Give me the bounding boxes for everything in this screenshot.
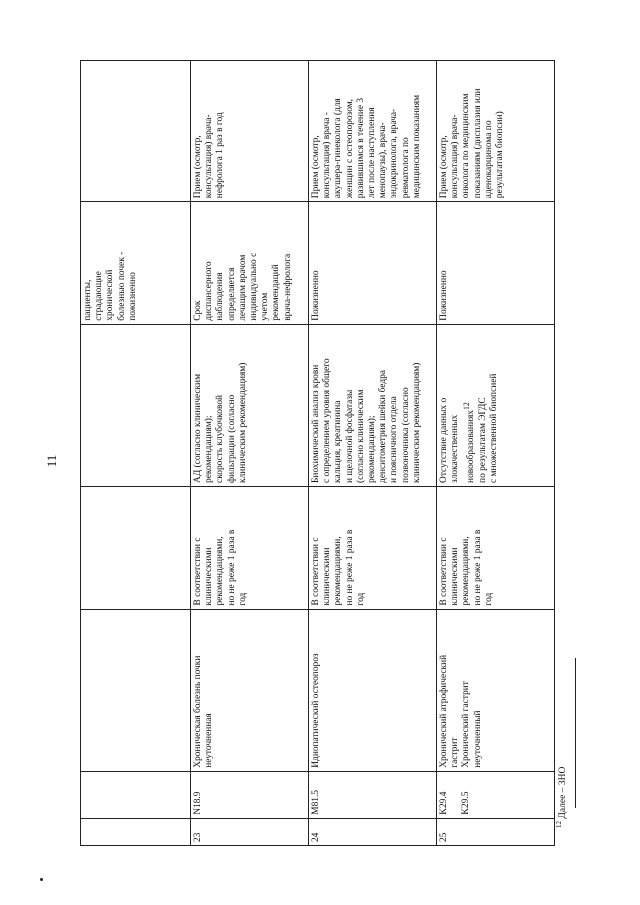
text-line: ревматолога по — [400, 137, 411, 199]
text-line: болезнью почек - — [116, 251, 127, 321]
text-line: Идиопатический остеопороз — [311, 653, 321, 768]
cell-frequency — [81, 486, 191, 609]
text-line: развившимся в течение 3 — [355, 97, 366, 199]
text-line: неуточненный — [472, 710, 483, 768]
text-line: Хронический атрофический — [439, 654, 449, 768]
cell-code — [191, 771, 309, 818]
text-line: Прием (осмотр, — [193, 135, 203, 199]
text-line: В соответствии с — [193, 537, 203, 606]
text-line: и щелочной фосфатазы — [344, 389, 355, 483]
text-line: год — [237, 592, 248, 606]
text-line: показаниям (дисплазия или — [472, 88, 483, 199]
icd-code: N18.9 — [193, 791, 203, 815]
footnote-text: Далее – ЗНО — [558, 766, 569, 821]
text-line: хронической — [105, 269, 116, 321]
text-line: В соответствии с — [439, 537, 449, 606]
text-line: диспансерного — [204, 261, 215, 321]
text-line: учетом — [260, 292, 271, 321]
text-line: определяется — [226, 267, 237, 321]
icd-code: K29.5 — [461, 791, 472, 815]
text-line: кальция, креатинина — [333, 400, 344, 483]
text-line: индивидуально с — [249, 252, 260, 321]
text-line: с множественной биопсией — [488, 373, 499, 483]
text-line: Прием (осмотр, — [311, 135, 321, 199]
cell-diagnosis — [191, 609, 309, 771]
table-row-continued — [81, 61, 191, 846]
row-number: 25 — [439, 832, 449, 842]
text-line: год — [355, 592, 366, 606]
scan-dot — [40, 878, 43, 881]
text-line: наблюдения — [215, 272, 226, 321]
spacer — [450, 775, 461, 815]
text-line: Прием (осмотр, — [439, 135, 449, 199]
text-line: по результатам ЭГДС — [477, 397, 488, 483]
cell-notes — [437, 61, 555, 202]
table-row — [191, 61, 309, 846]
cell-indicators — [81, 324, 191, 486]
text-line: рекомендациями, — [333, 536, 344, 606]
text-line: Пожизненно — [439, 270, 449, 321]
table-row — [309, 61, 437, 846]
cell-num — [437, 818, 555, 845]
text-line: (согласно клиническим — [355, 389, 366, 483]
text-line: и поясничного отдела — [389, 396, 400, 483]
footnote-mark: 12 — [462, 402, 472, 411]
text-line: но не реже 1 раза в — [472, 529, 483, 606]
text-line: Отсутствие данных о — [439, 397, 449, 483]
cell-notes — [81, 61, 191, 202]
cell-period — [81, 202, 191, 325]
text-line: лет после наступления — [367, 107, 378, 199]
cell-num — [309, 818, 437, 845]
text-line: фильтрации (согласно — [226, 394, 237, 483]
text-fragment: новообразованиях — [466, 410, 477, 483]
text-line: денситометрия шейки бедра — [378, 370, 389, 483]
page-number: 11 — [44, 454, 59, 468]
text-line: клиническими — [322, 547, 333, 606]
text-line: аденокарцинома по — [483, 120, 494, 199]
text-line: пациенты, — [83, 279, 93, 321]
cell-diagnosis — [309, 609, 437, 771]
text-line: результатам биопсии) — [495, 111, 506, 199]
cell-code — [81, 771, 191, 818]
text-line: клиническими — [204, 547, 215, 606]
text-line: Хроническая болезнь почки — [193, 655, 203, 768]
text-line: пожизненно — [127, 272, 138, 321]
text-line: рекомендациями, — [215, 536, 226, 606]
cell-frequency — [437, 486, 555, 609]
cell-indicators — [191, 324, 309, 486]
text-line: эндокринолога, врача- — [389, 108, 400, 199]
dispensary-table — [80, 60, 555, 846]
row-number: 23 — [193, 832, 203, 842]
text-line: клиническими — [450, 547, 461, 606]
text-line: консультация) врача- — [204, 114, 215, 199]
text-line: АД (согласно клиническим — [193, 373, 203, 483]
text-line: Срок — [193, 300, 203, 321]
text-line: неуточненная — [204, 713, 215, 768]
text-line: консультация) врача - — [322, 112, 333, 199]
text-line: нефролога 1 раз в год — [215, 112, 226, 199]
text-line: рекомендациями, — [461, 536, 472, 606]
cell-frequency — [191, 486, 309, 609]
text-line — [461, 328, 477, 483]
text-line: клиническим рекомендациям) — [411, 362, 422, 483]
cell-num — [81, 818, 191, 845]
text-line: но не реже 1 раза в — [344, 529, 355, 606]
cell-notes — [309, 61, 437, 202]
text-line: Хронический гастрит — [461, 681, 472, 768]
footnote — [553, 742, 569, 828]
text-line: клиническим рекомендациям) — [237, 362, 248, 483]
text-line: скорость клубочковой — [215, 394, 226, 483]
cell-indicators — [309, 324, 437, 486]
footnote-mark: 12 — [555, 821, 563, 828]
text-line: год — [483, 592, 494, 606]
cell-code — [309, 771, 437, 818]
cell-code — [437, 771, 555, 818]
text-line: Пожизненно — [311, 270, 321, 321]
cell-period — [191, 202, 309, 325]
cell-diagnosis — [81, 609, 191, 771]
icd-code: K29.4 — [439, 791, 449, 815]
text-line: с определением уровня общего — [322, 358, 333, 483]
text-line: Биохимический анализ крови — [311, 364, 321, 483]
text-line: женщин с остеопорозом, — [344, 99, 355, 199]
text-line: консультация) врача- — [450, 114, 461, 199]
text-line: рекомендаций — [271, 264, 282, 321]
text-line: позвоночника (согласно — [400, 387, 411, 483]
cell-num — [191, 818, 309, 845]
cell-frequency — [309, 486, 437, 609]
cell-period — [437, 202, 555, 325]
text-line: врача-нефролога — [282, 253, 293, 321]
rotated-table-container — [80, 32, 506, 846]
cell-notes — [191, 61, 309, 202]
text-line: менопаузы), врача- — [378, 122, 389, 199]
text-line: гастрит — [450, 737, 461, 768]
text-line: В соответствии с — [311, 537, 321, 606]
cell-indicators — [437, 324, 555, 486]
text-line: страдающие — [94, 271, 105, 321]
text-line: медицинским показаниям — [411, 94, 422, 199]
text-line: акушера-гинеколога (для — [333, 98, 344, 199]
text-line: рекомендациям); — [367, 415, 378, 483]
text-line: рекомендациям); — [204, 415, 215, 483]
row-number: 24 — [311, 832, 321, 842]
footnote-separator — [575, 658, 576, 808]
text-line: онколога по медицинским — [461, 93, 472, 199]
text-line: лечащим врачом — [237, 254, 248, 321]
text-line: но не реже 1 раза в — [226, 529, 237, 606]
cell-diagnosis — [437, 609, 555, 771]
icd-code: M81.5 — [311, 790, 321, 815]
cell-period — [309, 202, 437, 325]
footnote-container — [553, 742, 571, 828]
text-line: злокачественных — [450, 414, 461, 483]
table-row — [437, 61, 555, 846]
